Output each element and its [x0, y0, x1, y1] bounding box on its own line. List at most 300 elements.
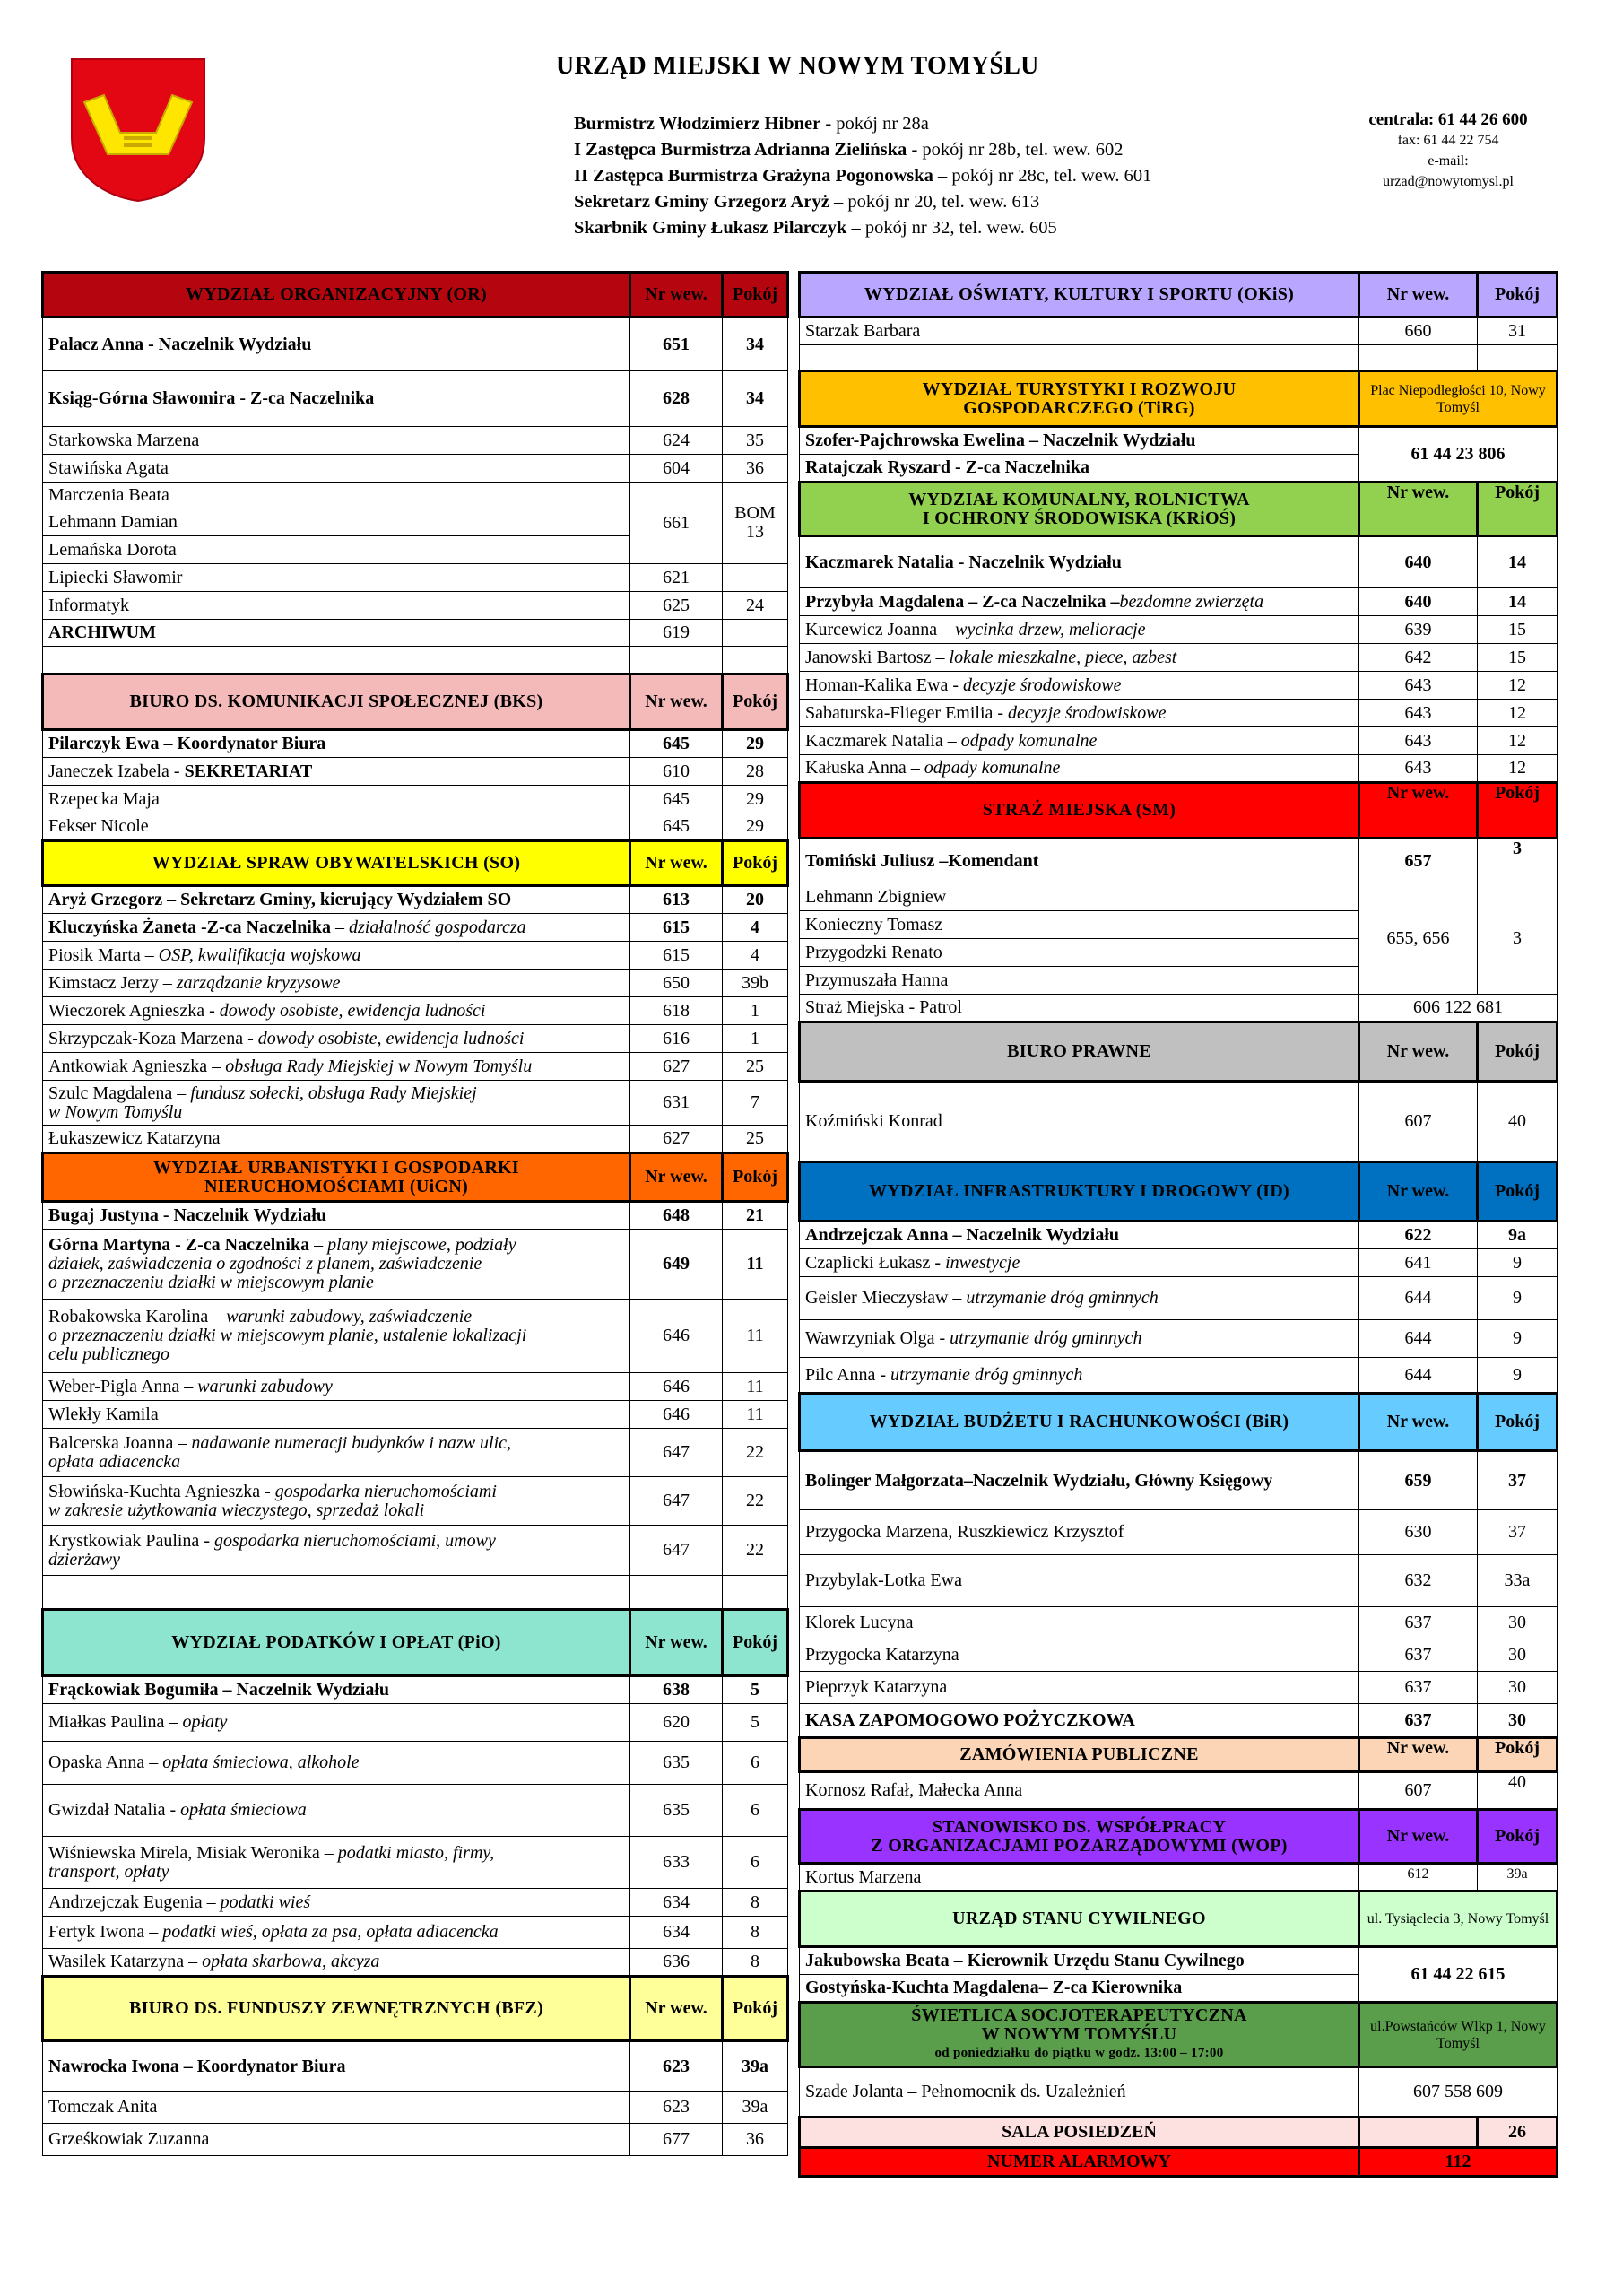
employee-cell [43, 730, 630, 758]
employee-cell [800, 1704, 1359, 1738]
employee-duty: - decyzje środowiskowe [993, 702, 1167, 723]
employee-name: KASA ZAPOMOGOWO POŻYCZKOWA [805, 1709, 1135, 1730]
room-cell: 6 [723, 1785, 788, 1837]
dept-title: WYDZIAŁ SPRAW OBYWATELSKICH (SO) [152, 853, 521, 873]
dept-header [800, 1892, 1359, 1947]
ext-cell: 659 [1359, 1451, 1478, 1510]
table-row [43, 620, 788, 647]
employee-name: Klorek Lucyna [805, 1613, 914, 1632]
employee-duty: – podatki wieś [202, 1892, 311, 1912]
room-cell: 40 [1478, 1082, 1558, 1162]
ext-cell: 640 [1359, 588, 1478, 616]
employee-name: Przygodzki Renato [805, 942, 942, 962]
room-cell: 25 [723, 1053, 788, 1081]
ext-cell: 635 [630, 1742, 723, 1785]
dept-title: od poniedziałku do piątku w godz. 13:00 – 17:00 [934, 2046, 1224, 2060]
col-ext-header: Nr wew. [1359, 1810, 1478, 1864]
room-cell: 30 [1478, 1607, 1558, 1639]
employee-cell [43, 1704, 630, 1742]
employee-cell [800, 1249, 1359, 1277]
employee-name: Stawińska Agata [48, 457, 169, 478]
employee-cell [43, 942, 630, 970]
employee-cell [43, 455, 630, 483]
ext-cell: 637 [1359, 1672, 1478, 1704]
email-label: e-mail: [1428, 153, 1469, 169]
employee-cell [43, 1526, 630, 1576]
room-cell: 8 [723, 1949, 788, 1977]
employee-name: Wlekły Kamila [48, 1404, 159, 1424]
employee-cell [43, 2041, 630, 2092]
table-row [43, 2041, 788, 2092]
employee-name: Informatyk [48, 595, 129, 615]
col-ext-header: Nr wew. [630, 1610, 723, 1676]
employee-cell [800, 883, 1359, 911]
employee-cell [800, 672, 1359, 700]
employee-duty: – opłaty [164, 1712, 228, 1732]
employee-name: Kaczmarek Natalia [805, 730, 943, 751]
table-row [43, 1081, 788, 1126]
ext-cell: 644 [1359, 1358, 1478, 1394]
room-cell: 29 [723, 730, 788, 758]
dept-header [800, 1810, 1359, 1864]
room-cell: BOM 13 [723, 483, 788, 564]
dept-title: I OCHRONY ŚRODOWISKA (KRiOŚ) [922, 508, 1237, 528]
dept-header [800, 1162, 1359, 1222]
room-cell: 7 [723, 1081, 788, 1126]
table-row [800, 1222, 1558, 1249]
phone-cell: 606 122 681 [1359, 995, 1558, 1022]
ext-cell: 644 [1359, 1320, 1478, 1358]
ext-cell: 646 [630, 1300, 723, 1373]
employee-duty: celu publicznego [48, 1344, 169, 1364]
employee-cell [800, 1555, 1359, 1607]
employee-name: Robakowska Karolina [48, 1307, 209, 1326]
col-room-header: Pokój [1478, 783, 1558, 839]
room-cell: 29 [723, 786, 788, 813]
employee-duty: – podatki miasto, firmy, [319, 1842, 495, 1863]
employee-role: SEKRETARIAT [184, 761, 313, 781]
ext-cell: 646 [630, 1373, 723, 1401]
ext-cell: 645 [630, 730, 723, 758]
col-ext-header: Nr wew. [1359, 273, 1478, 317]
employee-duty: – fundusz sołecki, obsługa Rady Miejskiej [172, 1083, 477, 1103]
employee-name: Kałuska Anna [805, 758, 907, 778]
table-row [800, 839, 1558, 883]
employee-duty: - utrzymanie dróg gminnych [934, 1328, 1142, 1348]
ext-cell: 643 [1359, 700, 1478, 727]
table-row [43, 1477, 788, 1526]
employee-duty: – opłata skarbowa, akcyza [184, 1952, 380, 1971]
employee-cell [43, 483, 630, 509]
dept-title: WYDZIAŁ TURYSTYKI I ROZWOJU [922, 378, 1237, 399]
room-cell: 4 [723, 914, 788, 942]
employee-cell [43, 620, 630, 647]
employee-name: Pilc Anna [805, 1364, 876, 1385]
col-room-header: Pokój [1478, 483, 1558, 536]
table-row [43, 970, 788, 997]
employee-duty: - decyzje środowiskowe [948, 674, 1122, 695]
employee-name: Kluczyńska Żaneta -Z-ca Naczelnika [48, 917, 331, 937]
table-row [43, 1742, 788, 1785]
room-cell: 6 [723, 1837, 788, 1889]
fax: fax: 61 44 22 754 [1397, 133, 1499, 148]
col-room-header: Pokój [723, 1977, 788, 2041]
employee-name: Konieczny Tomasz [805, 914, 943, 935]
employee-cell [43, 536, 630, 564]
empty-cell [1359, 345, 1478, 371]
room-cell: 12 [1478, 672, 1558, 700]
dept-address: ul. Tysiąclecia 3, Nowy Tomyśl [1359, 1892, 1558, 1947]
ext-cell: 635 [630, 1785, 723, 1837]
ext-cell: 627 [630, 1053, 723, 1081]
room-cell: 34 [723, 371, 788, 427]
table-row [800, 1249, 1558, 1277]
ext-cell: 622 [1359, 1222, 1478, 1249]
employee-cell [43, 1917, 630, 1949]
official-treasurer: Skarbnik Gminy Łukasz Pilarczyk – pokój nr 32, tel. wew. 605 [574, 218, 1057, 238]
room-cell: 11 [723, 1230, 788, 1300]
dept-title: NIERUCHOMOŚCIAMI (UiGN) [204, 1176, 469, 1196]
dept-title: WYDZIAŁ OŚWIATY, KULTURY I SPORTU (OKiS) [864, 284, 1295, 304]
employee-cell [800, 588, 1359, 616]
ext-cell: 655, 656 [1359, 883, 1478, 995]
room-cell: 30 [1478, 1704, 1558, 1738]
table-row [43, 1025, 788, 1053]
room-cell: 1 [723, 997, 788, 1025]
employee-cell [800, 317, 1359, 345]
employee-name: Grześkowiak Zuzanna [48, 2129, 210, 2149]
ext-cell: 642 [1359, 644, 1478, 672]
phone-cell: 607 558 609 [1359, 2067, 1558, 2118]
employee-cell [800, 1277, 1359, 1320]
ext-cell: 623 [630, 2041, 723, 2092]
employee-name: Balcerska Joanna [48, 1432, 174, 1453]
employee-name: Kimstacz Jerzy [48, 972, 159, 993]
employee-name: Czaplicki Łukasz [805, 1252, 931, 1273]
ext-cell: 643 [1359, 672, 1478, 700]
ext-cell: 615 [630, 942, 723, 970]
ext-cell: 637 [1359, 1607, 1478, 1639]
empty-cell [800, 345, 1359, 371]
room-cell: 40 [1478, 1772, 1558, 1810]
table-row [43, 1837, 788, 1889]
col-room-header: Pokój [723, 1153, 788, 1202]
ext-cell: 643 [1359, 727, 1478, 755]
empty-cell [43, 1576, 630, 1610]
sala-room: 26 [1478, 2118, 1558, 2148]
dept-title: WYDZIAŁ ORGANIZACYJNY (OR) [186, 284, 487, 304]
table-row [43, 1429, 788, 1477]
room-cell: 9a [1478, 1222, 1558, 1249]
employee-name: Pieprzyk Katarzyna [805, 1677, 948, 1697]
employee-name: Wawrzyniak Olga [805, 1328, 935, 1348]
table-row [43, 1202, 788, 1230]
room-cell: 12 [1478, 727, 1558, 755]
col-room-header: Pokój [723, 1610, 788, 1676]
employee-duty: – opłata śmieciowa, alkohole [144, 1752, 360, 1772]
room-cell: 39b [723, 970, 788, 997]
employee-cell [43, 509, 630, 536]
employee-name: Ratajczak Ryszard - Z-ca Naczelnika [805, 457, 1090, 477]
ext-cell: 677 [630, 2124, 723, 2156]
dept-title: Z ORGANIZACJAMI POZARZĄDOWYMI (WOP) [871, 1835, 1288, 1856]
ext-cell: 648 [630, 1202, 723, 1230]
room-cell: 14 [1478, 536, 1558, 588]
employee-name: Kurcewicz Joanna [805, 619, 938, 639]
employee-cell [43, 1949, 630, 1977]
col-ext-header: Nr wew. [630, 1153, 723, 1202]
employee-cell [43, 1889, 630, 1917]
ext-cell: 625 [630, 592, 723, 620]
table-row [800, 536, 1558, 588]
col-room-header: Pokój [1478, 1810, 1558, 1864]
room-cell: 22 [723, 1477, 788, 1526]
employee-name: Kaczmarek Natalia - Naczelnik Wydziału [805, 552, 1122, 572]
table-row [800, 1277, 1558, 1320]
dept-title: STANOWISKO DS. WSPÓŁPRACY [932, 1816, 1227, 1837]
employee-duty: - inwestycje [930, 1252, 1020, 1273]
room-cell: 25 [723, 1126, 788, 1153]
employee-duty: – zarządzanie kryzysowe [158, 972, 341, 993]
phone-cell: 61 44 23 806 [1359, 427, 1558, 483]
official-deputy-1: I Zastępca Burmistrza Adrianna Zielińska - pokój nr 28b, tel. wew. 602 [574, 140, 1124, 160]
employee-name: Andrzejczak Anna – Naczelnik Wydziału [805, 1225, 1120, 1245]
dept-title: WYDZIAŁ BUDŻETU I RACHUNKOWOŚCI (BiR) [869, 1412, 1289, 1431]
room-cell: 12 [1478, 700, 1558, 727]
employee-cell [800, 1975, 1359, 2003]
employee-cell [43, 1477, 630, 1526]
employee-duty: – OSP, kwalifikacja wojskowa [140, 944, 361, 965]
alarm-title: NUMER ALARMOWY [800, 2148, 1359, 2177]
employee-cell [800, 727, 1359, 755]
table-row [800, 1772, 1558, 1810]
col-ext-header: Nr wew. [630, 1977, 723, 2041]
room-cell: 5 [723, 1704, 788, 1742]
employee-name: Lehmann Damian [48, 512, 178, 532]
employee-name: Kortus Marzena [805, 1866, 922, 1887]
col-room-header: Pokój [723, 273, 788, 317]
employee-name: Starzak Barbara [805, 321, 921, 341]
room-cell: 8 [723, 1889, 788, 1917]
room-cell: 34 [723, 317, 788, 371]
employee-name: Miałkas Paulina [48, 1712, 165, 1732]
employee-cell [43, 1742, 630, 1785]
ext-cell: 645 [630, 786, 723, 813]
employee-name: Antkowiak Agnieszka [48, 1056, 208, 1076]
employee-cell [43, 1300, 630, 1373]
employee-name: Starkowska Marzena [48, 430, 200, 450]
table-row [43, 914, 788, 942]
employee-duty: opłata adiacencka [48, 1451, 181, 1472]
employee-duty: - gospodarka nieruchomościami [260, 1481, 497, 1501]
col-room-header: Pokój [1478, 273, 1558, 317]
table-row [800, 1639, 1558, 1672]
table-row [800, 1947, 1558, 1975]
employee-cell [43, 1676, 630, 1704]
ext-cell: 647 [630, 1526, 723, 1576]
employee-duty: w zakresie użytkowania wieczystego, sprzedaż lokali [48, 1500, 425, 1520]
ext-cell: 610 [630, 758, 723, 786]
table-row [800, 1451, 1558, 1510]
table-row [43, 1300, 788, 1373]
employee-duty: - gospodarka nieruchomościami, umowy [199, 1530, 496, 1551]
employee-duty: - dowody osobiste, ewidencja ludności [204, 1000, 486, 1021]
table-row [43, 455, 788, 483]
table-row [800, 755, 1558, 783]
email-link[interactable]: urzad@nowytomysl.pl [1383, 174, 1514, 189]
employee-name: Przybylak-Lotka Ewa [805, 1570, 962, 1590]
table-row [43, 1676, 788, 1704]
employee-cell [800, 1358, 1359, 1394]
ext-cell: 627 [630, 1126, 723, 1153]
employee-duty: – wycinka drzew, melioracje [937, 619, 1146, 639]
ext-cell: 633 [630, 1837, 723, 1889]
employee-cell [43, 1053, 630, 1081]
col-ext-header: Nr wew. [630, 841, 723, 886]
employee-cell [800, 1947, 1359, 1975]
table-row [800, 995, 1558, 1022]
table-row [800, 1555, 1558, 1607]
ext-cell: 624 [630, 427, 723, 455]
employee-name: Tomiński Juliusz –Komendant [805, 850, 1039, 871]
table-row [43, 758, 788, 786]
employee-name: Marczenia Beata [48, 485, 169, 505]
employee-cell [43, 997, 630, 1025]
employee-name: Fekser Nicole [48, 816, 149, 836]
room-cell: 29 [723, 813, 788, 841]
employee-duty: – warunki zabudowy [179, 1376, 333, 1396]
crest-icon [68, 56, 208, 203]
ext-cell: 632 [1359, 1555, 1478, 1607]
employee-name: Pilarczyk Ewa – Koordynator Biura [48, 734, 326, 753]
ext-cell: 615 [630, 914, 723, 942]
col-ext-header: Nr wew. [1359, 783, 1478, 839]
table-row [43, 564, 788, 592]
table-row [43, 1526, 788, 1576]
table-row [43, 1126, 788, 1153]
dept-title: ŚWIETLICA SOCJOTERAPEUTYCZNA [911, 2005, 1247, 2025]
employee-cell [800, 2067, 1359, 2118]
employee-name: Janeczek Izabela - [48, 761, 185, 781]
table-row [43, 942, 788, 970]
ext-cell: 637 [1359, 1704, 1478, 1738]
room-cell: 22 [723, 1526, 788, 1576]
employee-name: Rzepecka Maja [48, 788, 160, 809]
table-row [43, 1785, 788, 1837]
ext-cell: 647 [630, 1429, 723, 1477]
room-cell: 28 [723, 758, 788, 786]
employee-cell [800, 967, 1359, 995]
employee-name: Homan-Kalika Ewa [805, 674, 949, 695]
employee-cell [43, 886, 630, 914]
table-row [43, 786, 788, 813]
employee-cell [43, 813, 630, 841]
employee-duty: dzierżawy [48, 1549, 120, 1570]
employee-duty: - opłata śmieciowa [165, 1800, 307, 1820]
employee-duty: – odpady komunalne [906, 758, 1061, 778]
table-row [43, 1949, 788, 1977]
employee-duty: – działalność gospodarcza [331, 917, 526, 937]
employee-cell [43, 1230, 630, 1300]
table-row [800, 1320, 1558, 1358]
table-row [43, 730, 788, 758]
employee-cell [800, 616, 1359, 644]
col-room-header: Pokój [1478, 1394, 1558, 1451]
room-cell: 20 [723, 886, 788, 914]
dept-title: STRAŻ MIEJSKA (SM) [982, 800, 1176, 820]
table-row [43, 2092, 788, 2124]
room-cell: 8 [723, 1917, 788, 1949]
employee-name: Kornosz Rafał, Małecka Anna [805, 1780, 1023, 1800]
employee-cell [43, 1401, 630, 1429]
dept-header [800, 2003, 1359, 2067]
employee-name: Jakubowska Beata – Kierownik Urzędu Stanu Cywilnego [805, 1951, 1245, 1970]
room-cell: 36 [723, 2124, 788, 2156]
employee-name: Lemańska Dorota [48, 539, 177, 560]
employee-cell [800, 1222, 1359, 1249]
ext-cell: 604 [630, 455, 723, 483]
table-row [800, 1510, 1558, 1555]
room-cell: 36 [723, 455, 788, 483]
room-cell: 11 [723, 1373, 788, 1401]
ext-cell: 630 [1359, 1510, 1478, 1555]
dept-address: Plac Niepodległości 10, Nowy Tomyśl [1359, 371, 1558, 427]
employee-cell [43, 970, 630, 997]
employee-name: Szofer-Pajchrowska Ewelina – Naczelnik Wydziału [805, 430, 1196, 450]
employee-cell [800, 995, 1359, 1022]
room-cell: 22 [723, 1429, 788, 1477]
employee-name: Nawrocka Iwona – Koordynator Biura [48, 2056, 346, 2076]
room-cell: 14 [1478, 588, 1558, 616]
employee-name: Skrzypczak-Koza Marzena [48, 1028, 244, 1048]
employee-name: Wieczorek Agnieszka [48, 1000, 205, 1021]
employee-duty: - dowody osobiste, ewidencja ludności [243, 1028, 525, 1048]
employee-cell [800, 1082, 1359, 1162]
employee-name: Frąckowiak Bogumiła – Naczelnik Wydziału [48, 1680, 390, 1700]
employee-cell [800, 839, 1359, 883]
table-row [43, 997, 788, 1025]
ext-cell: 607 [1359, 1772, 1478, 1810]
official-deputy-2: II Zastępca Burmistrza Grażyna Pogonowska – pokój nr 28c, tel. wew. 601 [574, 166, 1152, 186]
employee-name: Opaska Anna [48, 1752, 145, 1772]
col-ext-header: Nr wew. [1359, 1394, 1478, 1451]
empty-cell [723, 1576, 788, 1610]
employee-cell [43, 427, 630, 455]
col-room-header: Pokój [723, 674, 788, 730]
table-row [43, 1230, 788, 1300]
employee-cell [43, 317, 630, 371]
table-row [800, 727, 1558, 755]
room-cell: 9 [1478, 1277, 1558, 1320]
employee-duty: – podatki wieś, opłata za psa, opłata adiacencka [144, 1922, 499, 1942]
employee-cell [43, 786, 630, 813]
employee-cell [43, 371, 630, 427]
col-ext-header: Nr wew. [630, 273, 723, 317]
table-row [43, 592, 788, 620]
dept-title: BIURO DS. FUNDUSZY ZEWNĘTRZNYCH (BFZ) [128, 1998, 544, 2018]
employee-duty: – utrzymanie dróg gminnych [948, 1288, 1159, 1308]
employee-cell [43, 914, 630, 942]
room-cell: 39a [1478, 1864, 1558, 1892]
room-cell: 33a [1478, 1555, 1558, 1607]
table-row [43, 1704, 788, 1742]
col-ext-header: Nr wew. [1359, 1162, 1478, 1222]
dept-title: W NOWYM TOMYŚLU [981, 2024, 1177, 2044]
room-cell: 11 [723, 1401, 788, 1429]
empty-cell [1359, 2118, 1478, 2148]
col-room-header: Pokój [1478, 1738, 1558, 1772]
dept-title: URZĄD STANU CYWILNEGO [952, 1909, 1206, 1928]
